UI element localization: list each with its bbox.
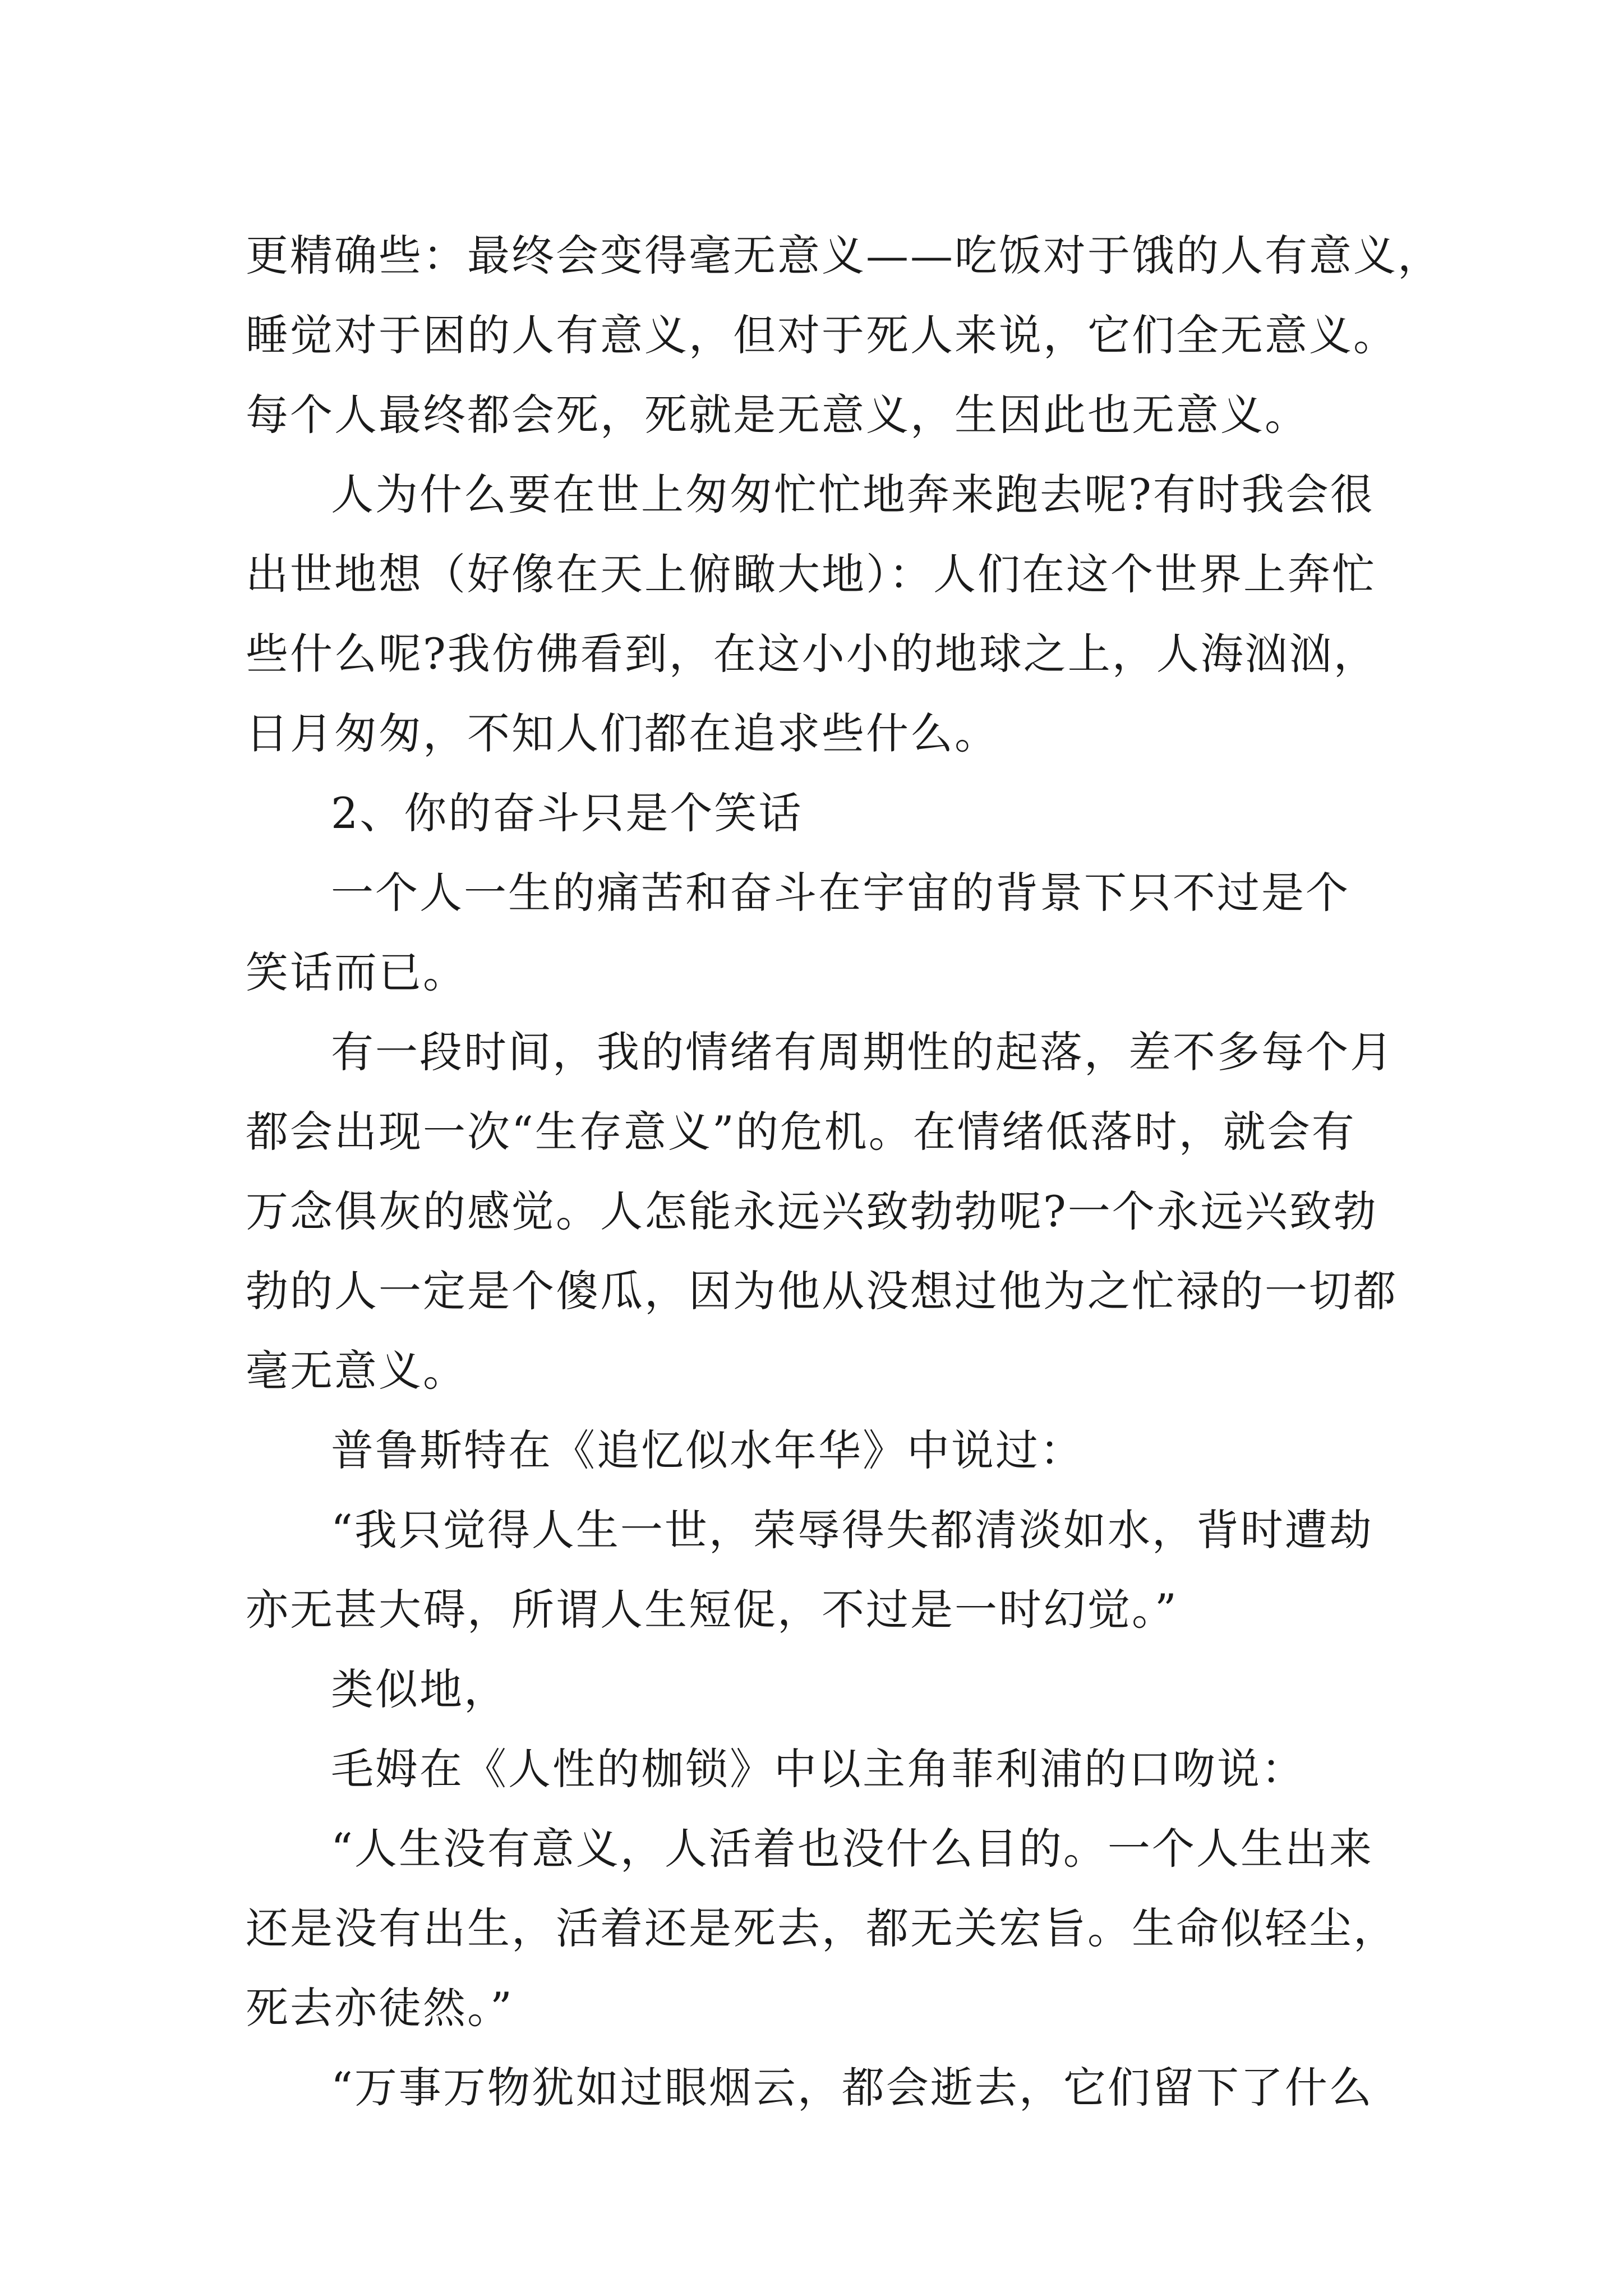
text-line-20: 毛姆在《人性的枷锁》中以主角菲利浦的口吻说： [331,1744,1306,1794]
text-line-3: 每个人最终都会死，死就是无意义，生因此也无意义。 [246,390,1309,440]
quote-line-6: “万事万物犹如过眼烟云，都会逝去，它们留下了什么 [331,2063,1373,2113]
text-line-5: 出世地想（好像在天上俯瞰大地）：人们在这个世界上奔忙 [246,549,1376,599]
text-line-12: 都会出现一次“生存意义”的危机。在情绪低落时，就会有 [246,1107,1356,1157]
document-body [246,216,1442,2128]
text-line-10: 笑话而已。 [246,947,467,997]
text-line-14: 勃的人一定是个傻瓜，因为他从没想过他为之忙禄的一切都 [246,1266,1398,1316]
text-line-7: 日月匆匆，不知人们都在追求些什么。 [246,708,999,758]
text-line-6: 些什么呢?我仿佛看到，在这小小的地球之上，人海汹汹， [246,629,1378,679]
quote-line-2: 亦无甚大碍，所谓人生短促，不过是一时幻觉。” [246,1585,1178,1635]
text-line-15: 毫无意义。 [246,1346,467,1396]
text-line-19: 类似地， [331,1664,508,1714]
text-line-9: 一个人一生的痛苦和奋斗在宇宙的背景下只不过是个 [331,868,1350,918]
text-line-16: 普鲁斯特在《追忆似水年华》中说过： [331,1425,1084,1475]
quote-line-1: “我只觉得人生一世，荣辱得失都清淡如水，背时遭劫 [331,1505,1373,1555]
section-heading: 2、你的奋斗只是个笑话 [331,788,803,838]
quote-line-4: 还是没有出生，活着还是死去，都无关宏旨。生命似轻尘， [246,1903,1398,1953]
quote-line-5: 死去亦徒然。” [246,1983,514,2033]
text-line-2: 睡觉对于困的人有意义，但对于死人来说，它们全无意义。 [246,310,1398,360]
text-line-1: 更精确些：最终会变得毫无意义——吃饭对于饿的人有意义， [246,231,1442,280]
text-line-11: 有一段时间，我的情绪有周期性的起落，差不多每个月 [331,1027,1394,1077]
quote-line-3: “人生没有意义，人活着也没什么目的。一个人生出来 [331,1824,1373,1874]
text-line-13: 万念俱灰的感觉。人怎能永远兴致勃勃呢?一个永远兴致勃 [246,1186,1378,1236]
text-line-4: 人为什么要在世上匆匆忙忙地奔来跑去呢?有时我会很 [331,470,1375,519]
